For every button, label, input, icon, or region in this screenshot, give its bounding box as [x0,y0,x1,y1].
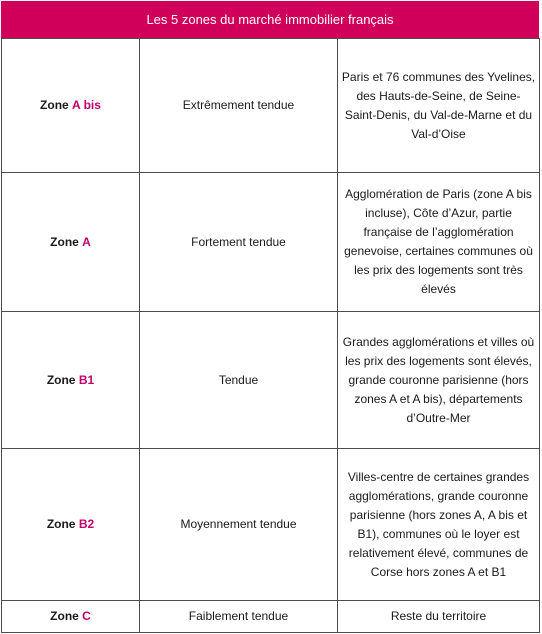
description-cell: Agglomération de Paris (zone A bis incluse), Côte d’Azur, partie française de l’agglomération genevoise, certaines communes où les prix des logements sont très élevés [338,173,540,312]
description-cell: Grandes agglomérations et villes où les prix des logements sont élevés, grande couronne parisienne (hors zones A et A bis), départements d’Outre-Mer [338,312,540,449]
tension-cell: Faiblement tendue [140,601,338,633]
zone-name-cell [2,312,140,449]
tension-cell: Moyennement tendue [140,449,338,601]
table-row-zone-b2 [2,449,540,601]
table-row-zone-b1 [2,312,540,449]
table-row-zone-a [2,173,540,312]
zone-name-cell [2,449,140,601]
table-title: Les 5 zones du marché immobilier français [1,1,539,38]
zone-code: B2 [78,517,95,531]
zone-label: Zone [46,372,76,387]
zone-code: A bis [72,98,101,112]
description-cell: Paris et 76 communes des Yvelines, des Hauts-de-Seine, de Seine-Saint-Denis, du Val-de-Marne et du Val-d’Oise [338,39,540,173]
description-cell: Villes-centre de certaines grandes agglomérations, grande couronne parisienne (hors zones A, A bis et B1), communes où le loyer est relativement élevé, communes de Corse hors zones A et B1 [338,449,540,601]
zone-code: A [82,234,91,249]
table-row-zone-c [2,601,540,633]
zone-name-cell [2,601,140,633]
tension-cell: Tendue [140,312,338,449]
table-row-zone-a-bis [2,39,540,173]
zone-label: Zone [46,517,76,531]
tension-cell: Extrêmement tendue [140,39,338,173]
zone-code: B1 [78,372,95,387]
zone-label: Zone [50,234,79,249]
zone-name-cell [2,39,140,173]
zone-label: Zone [40,98,69,112]
description-cell: Reste du territoire [338,601,540,633]
zone-label: Zone [50,609,79,623]
zones-table [1,38,540,633]
zone-code: C [82,609,91,623]
tension-cell: Fortement tendue [140,173,338,312]
zone-name-cell [2,173,140,312]
